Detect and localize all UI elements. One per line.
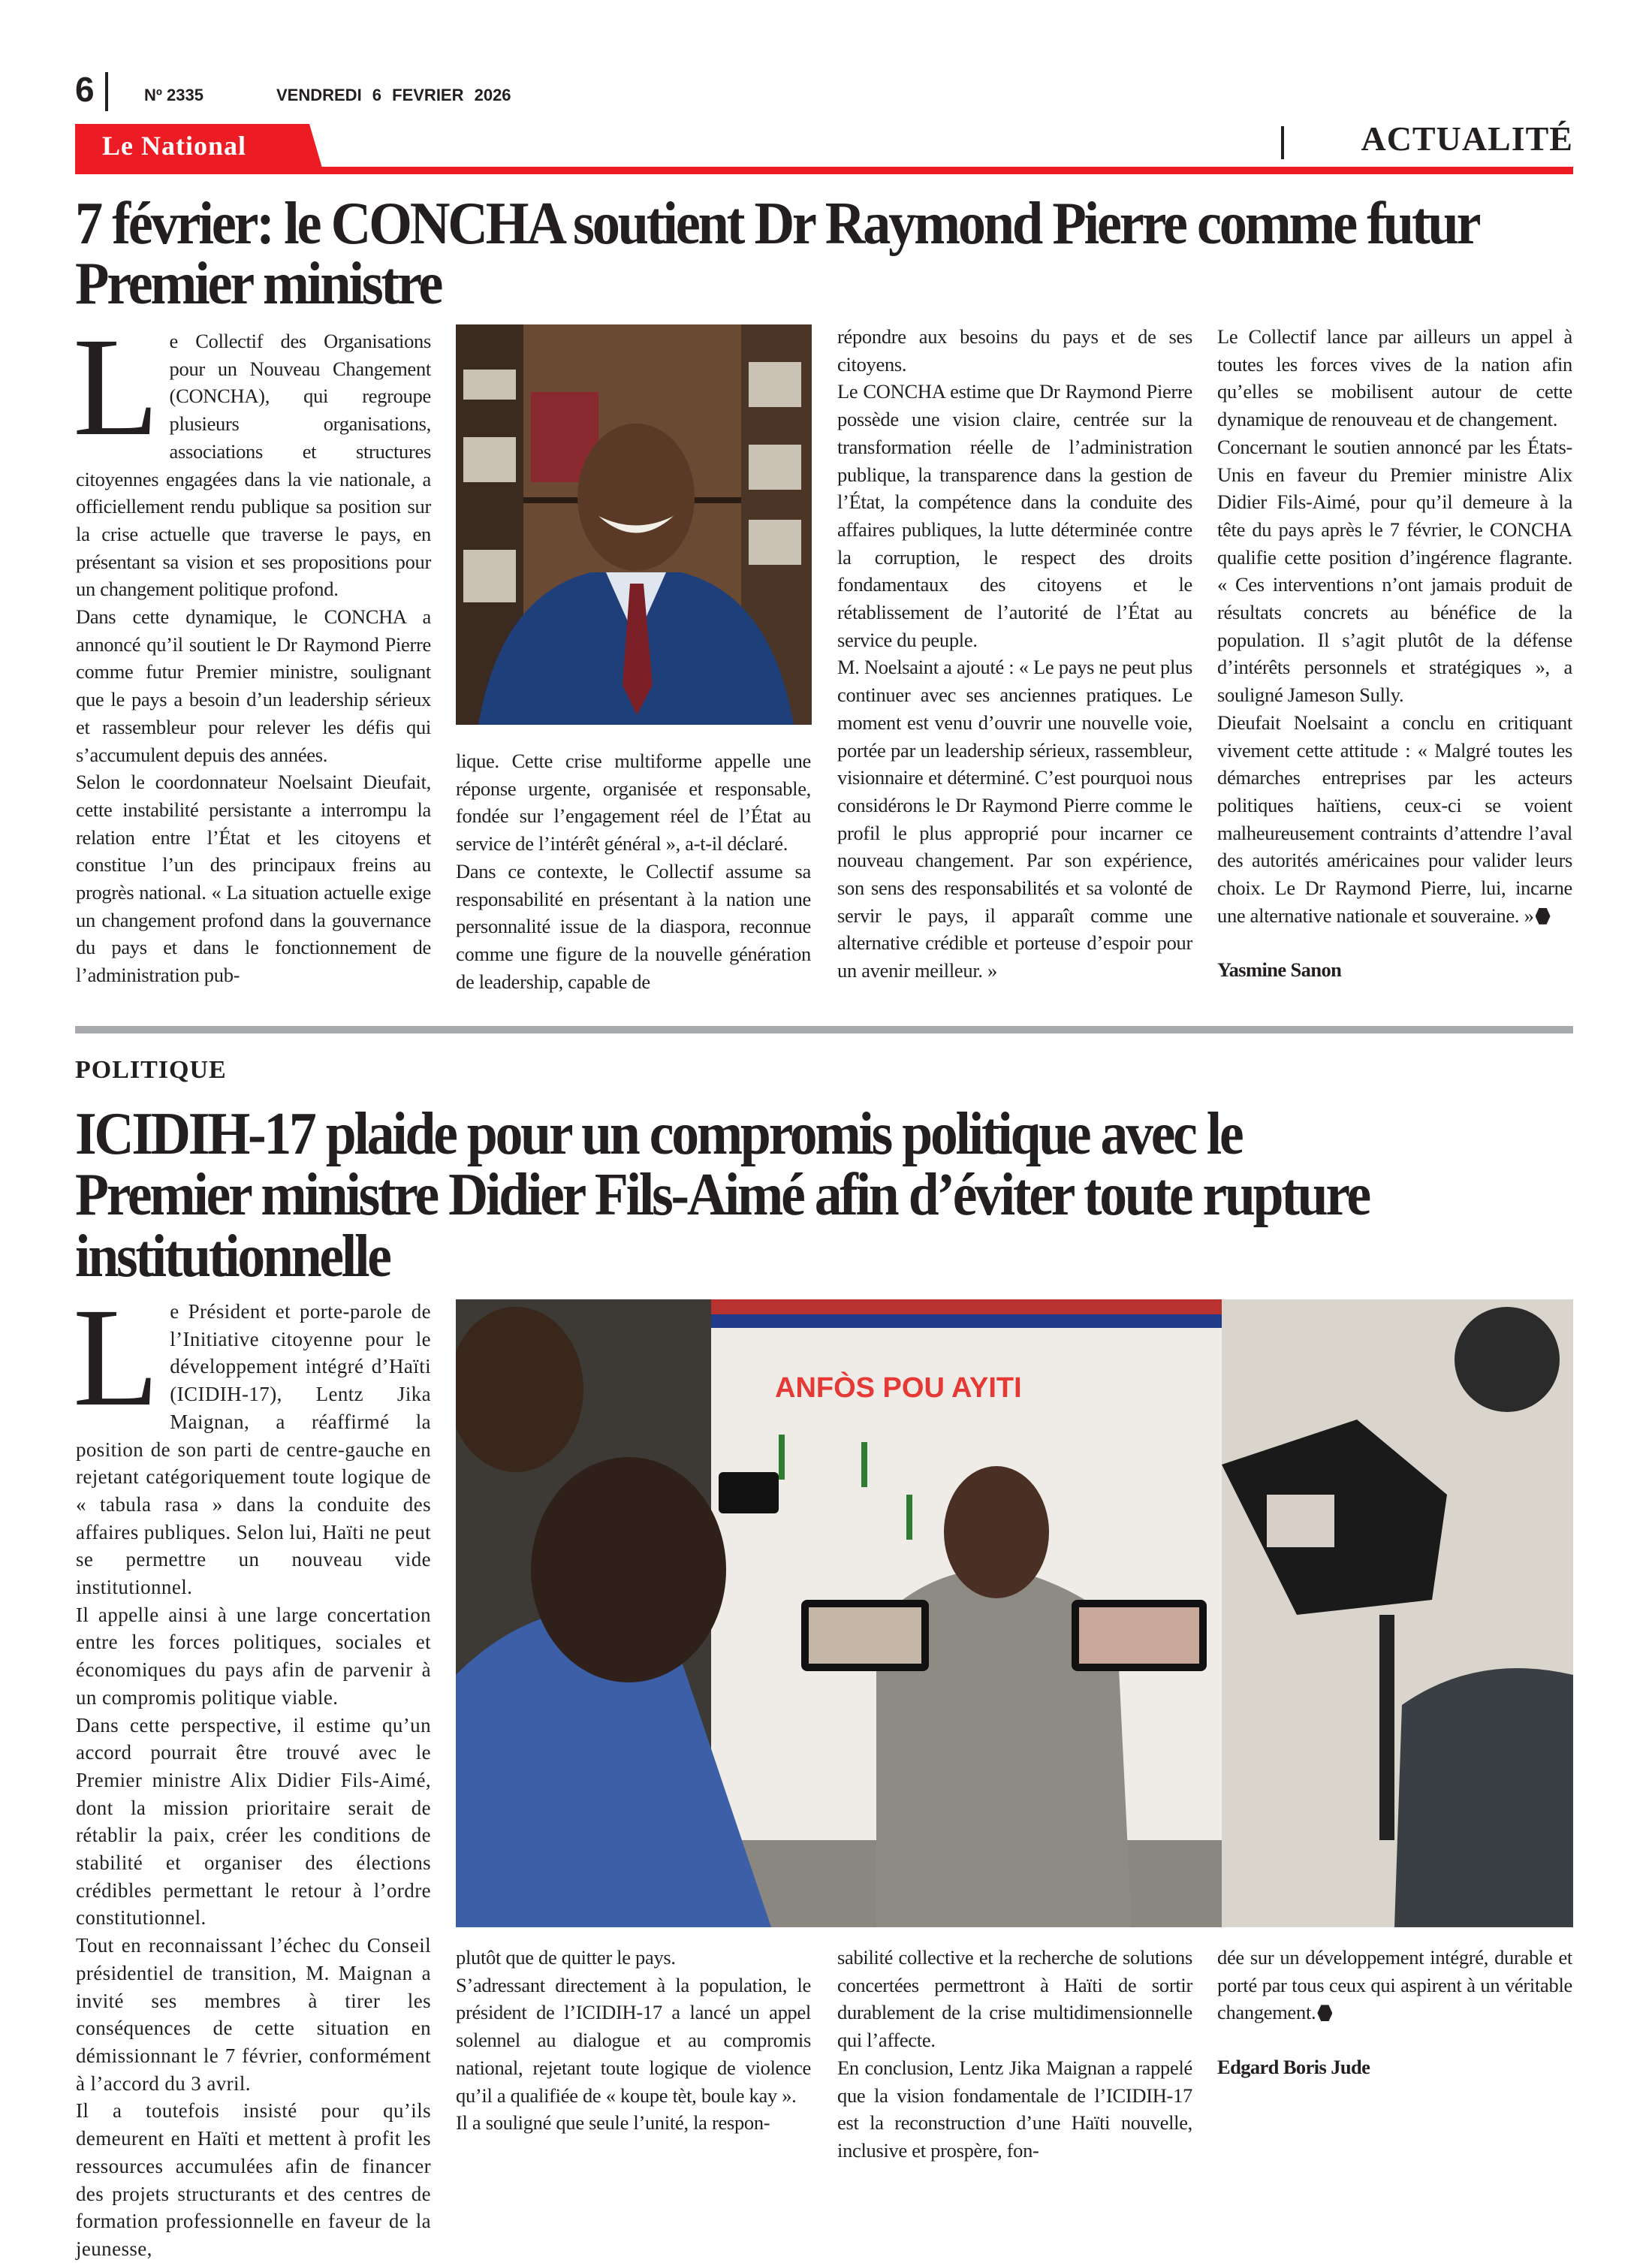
paragraph [1217, 709, 1572, 930]
article2-column-1 [73, 1278, 432, 2263]
article2-column-2 [456, 1944, 811, 2137]
press-conference-photo [456, 1299, 1573, 1927]
paragraph: Dans cette perspective, il estime qu’un accord pourrait être trouvé avec le Premier ministre Alix Didier Fils-Aimé, dont la mission prioritaire serait de rétablir la paix, créer les conditions de stabilité et organiser des élections crédibles permettant le retour à l’ordre constitutionnel. [76, 1713, 431, 1930]
paragraph: Concernant le soutien annoncé par les États-Unis en faveur du Premier ministre Alix Didier Fils-Aimé, pour qu’il demeure à la tête du pays après le 7 février, le CONCHA qualifie cette position d’ingérence flagrante. « Ces interventions n’ont jamais produit de résultats concrets au bénéfice de la population. Il s’agit plutôt de la défense d’intérêts personnels et stratégiques », a souligné Jameson Sully. [1217, 435, 1572, 707]
paragraph-text: Dieufait Noelsaint a conclu en critiquant vivement cette attitude : « Malgré toutes les démarches entreprises par les acteurs politiques haïtiens, ceux-ci se voient malheureusement contraints d’attendre l’aval des autorités américaines pour valider leurs choix. Le Dr Raymond Pierre, lui, incarne une alternative nationale et souveraine. » [1217, 711, 1572, 927]
banner-text: ANFÒS POU AYITI [775, 1372, 1022, 1404]
page-number: 6 [75, 70, 95, 109]
end-mark-icon [1536, 908, 1551, 925]
paragraph: sabilité collective et la recherche de solutions concertées permettront à Haïti de sortir durablement de la crise multidimensionnelle qui l’affecte. [837, 1946, 1192, 2052]
paragraph: lique. Cette crise multiforme appelle une réponse urgente, organisée et responsable, fondée sur l’engagement réel de l’État au service de l’intérêt général », a-t-il déclaré. [456, 750, 811, 855]
portrait-photo [456, 324, 812, 725]
press-conference-photo-image [456, 1299, 1573, 1927]
issue-date: VENDREDI 6 FEVRIER 2026 [276, 86, 511, 104]
paragraph: répondre aux besoins du pays et de ses citoyens. [837, 325, 1192, 376]
paragraph: plutôt que de quitter le pays. [456, 1946, 676, 1969]
portrait-photo-image [456, 324, 812, 725]
byline: Edgard Boris Jude [1217, 2056, 1370, 2079]
header-rule [75, 167, 1573, 174]
drop-cap: L [73, 1278, 160, 1435]
paragraph-text: dée sur un développement intégré, durable et porté par tous ceux qui aspirent à un véritable changement. [1217, 1946, 1572, 2024]
section-label: ACTUALITÉ [1361, 119, 1573, 158]
brand-banner [75, 124, 323, 169]
paragraph: En conclusion, Lentz Jika Maignan a rappelé que la vision fondamentale de l’ICIDIH-17 est la reconstruction d’une Haïti nouvelle, inclusive et prospère, fon- [837, 2056, 1192, 2162]
paragraph: Dans ce contexte, le Collectif assume sa responsabilité en présentant à la nation une personnalité issue de la diaspora, reconnue comme une figure de la nouvelle génération de leadership, capable de [456, 859, 811, 993]
paragraph: Le CONCHA estime que Dr Raymond Pierre possède une vision claire, centrée sur la transformation réelle de l’administration publique, la transparence dans la gestion de l’État, la compétence dans la conduite des affaires publiques, la lutte déterminée contre la corruption, le respect des droits fondamentaux des citoyens et le rétablissement de l’autorité de l’État au service du peuple. [837, 380, 1192, 651]
paragraph: Il a souligné que seule l’unité, la respon- [456, 2111, 770, 2135]
brand-name: Le National [102, 131, 247, 161]
article1-column-3 [837, 323, 1192, 985]
paragraph: Tout en reconnaissant l’échec du Conseil présidentiel de transition, M. Maignan a invité ses membres à tirer les conséquences de cette situation en démissionnant le 7 février, conformément à l’accord du 3 avril. [76, 1934, 431, 2095]
article1-column-2 [456, 747, 811, 995]
paragraph: M. Noelsaint a ajouté : « Le pays ne peut plus continuer avec ses anciennes pratiques. Le moment est venu d’ouvrir une nouvelle voie, portée par un leadership sérieux, rassembleur, visionnaire et déterminé. C’est pourquoi nous considérons le Dr Raymond Pierre comme le profil le plus approprié pour incarner ce nouveau changement. Par son expérience, son sens des responsabilités et sa volonté de servir le pays, il apparaît comme une alternative crédible et porteuse d’espoir pour un avenir meilleur. » [837, 656, 1192, 982]
paragraph: Selon le coordonnateur Noelsaint Dieufait, cette instabilité persistante a interrompu la relation entre l’État et les citoyens et constitue l’un des principaux freins au progrès national. « La situation actuelle exige un changement profond dans la gouvernance du pays et dans le fonctionnement de l’administration pub- [76, 771, 431, 987]
paragraph: e Collectif des Organisations pour un Nouveau Changement (CONCHA), qui regroupe plusieurs organisations, associations et structures citoyennes engagées dans la vie nationale, a officiellement rendu publique sa position sur la crise actuelle que traverse le pays, en présentant sa vision et ses propositions pour un changement politique profond. [76, 330, 431, 601]
article2-column-4 [1217, 1944, 1572, 2081]
drop-cap: L [73, 308, 159, 465]
article2-headline-line: institutionnelle [75, 1224, 390, 1290]
paragraph: S’adressant directement à la population, le président de l’ICIDIH-17 a lancé un appel solennel au dialogue et au compromis national, rejetant toute logique de violence qu’il a qualifiée de « koupe tèt, boule kay ». [456, 1973, 811, 2107]
section-kicker: POLITIQUE [75, 1056, 227, 1084]
article1-headline-line: 7 février: le CONCHA soutient Dr Raymond Pierre comme futur [75, 191, 1479, 257]
paragraph: Dans cette dynamique, le CONCHA a annoncé qu’il soutient le Dr Raymond Pierre comme futur Premier ministre, soulignant que le pays a besoin d’un leadership sérieux et rassembleur pour relever les défis qui s’accumulent depuis des années. [76, 605, 431, 766]
paragraph: Il a toutefois insisté pour qu’ils demeurent en Haïti et mettent à profit les ressources accumulées afin de financer des projets structurants et des centres de formation professionnelle en faveur de la jeunesse, [76, 2099, 431, 2260]
paragraph: Il appelle ainsi à une large concertation entre les forces politiques, sociales et économiques du pays afin de parvenir à un compromis politique viable. [76, 1603, 431, 1709]
paragraph: Le Collectif lance par ailleurs un appel à toutes les forces vives de la nation afin qu’elles se mobilisent autour de cette dynamique de renouveau et de changement. [1217, 325, 1572, 431]
section-divider [1281, 126, 1284, 159]
end-mark-icon [1317, 2005, 1332, 2021]
issue-number: Nº 2335 [144, 86, 203, 104]
paragraph: e Président et porte-parole de l’Initiative citoyenne pour le développement intégré d’Haïti (ICIDIH-17), Lentz Jika Maignan, a réaffirmé la position de son parti de centre-gauche en rejetant catégoriquement toute logique de « tabula rasa » dans la conduite des affaires publiques. Selon lui, Haïti ne peut se permettre un nouveau vide institutionnel. [76, 1300, 432, 1599]
article1-column-1 [73, 308, 431, 989]
byline: Yasmine Sanon [1217, 958, 1342, 982]
article2-headline-line: ICIDIH-17 plaide pour un compromis politique avec le [75, 1101, 1242, 1167]
article1-headline-line: Premier ministre [75, 251, 442, 317]
article2-headline-line: Premier ministre Didier Fils-Aimé afin d’éviter toute rupture [75, 1162, 1369, 1228]
paragraph [1217, 1944, 1572, 2026]
article-separator [75, 1026, 1573, 1033]
article2-column-3 [837, 1944, 1192, 2165]
article1-column-4 [1217, 323, 1572, 984]
header-divider [105, 72, 108, 111]
